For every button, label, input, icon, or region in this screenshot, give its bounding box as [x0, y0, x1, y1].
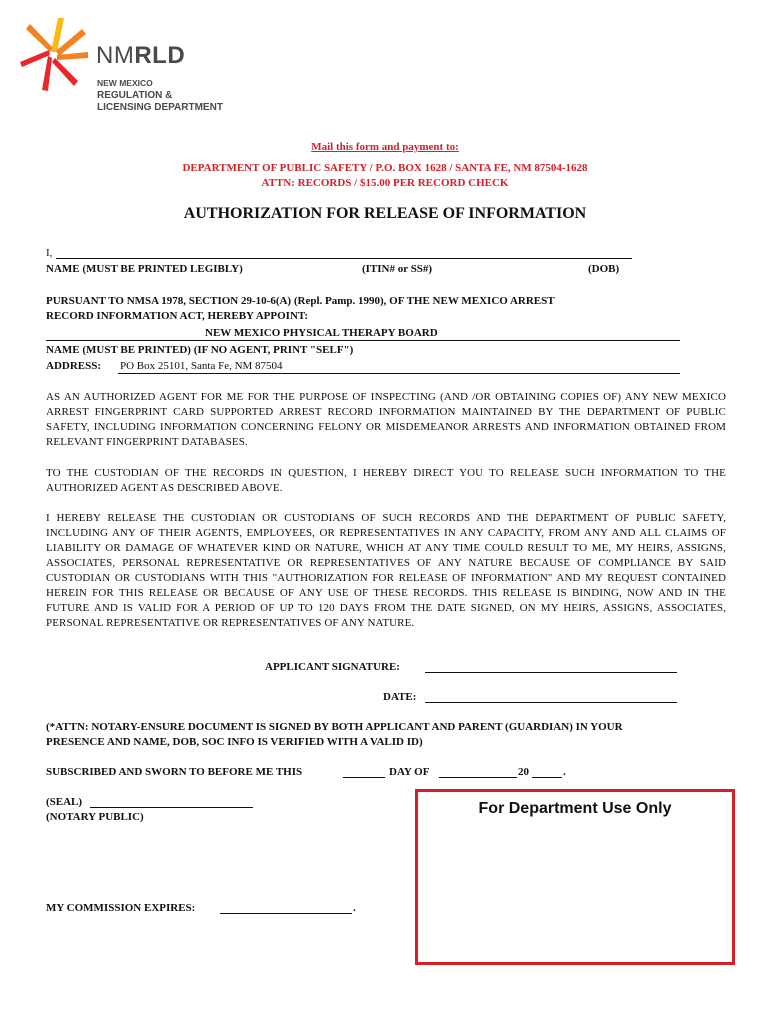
address-label: ADDRESS:: [46, 360, 102, 372]
sworn-year-label: 20: [518, 766, 529, 778]
seal-field[interactable]: [90, 807, 253, 808]
sworn-period: .: [563, 766, 566, 778]
nmrld-star-icon: [18, 14, 96, 94]
mail-attn-line: ATTN: RECORDS / $15.00 PER RECORD CHECK: [261, 177, 509, 189]
logo-sub-line-2: REGULATION &: [97, 90, 173, 101]
paragraph-release: I HEREBY RELEASE THE CUSTODIAN OR CUSTODIANS OF SUCH RECORDS AND THE DEPARTMENT OF PUBLIC SAFETY, INCLUDING ANY OF THEIR AGENTS, EMPLOYEES, OR REPRESENTATIVES IN ANY CAPACITY, FROM ANY AND ALL CLAIMS OF LIABILITY OR DAMAGE OF WHATEVER KIND OR NATURE, WHICH AT ANY TIME COULD RESULT TO ME, MY HEIRS, ASSIGNS, ASSOCIATES, PERSONAL REPRESENTATIVE OR REPRESENTATIVES OF ANY NATURE BECAUSE OF COMPLIANCE BY SAID CUSTODIAN OR CUSTODIANS WITH THIS "AUTHORIZATION FOR RELEASE OF INFORMATION" AND MY REQUEST CONTAINED HEREIN FOR THIS RELEASE OR BECAUSE OF ANY USE OF THESE RECORDS. THIS RELEASE IS BINDING, NOW AND IN THE FUTURE AND IS VALID FOR A PERIOD OF UP TO 120 DAYS FROM THE DATE SIGNED, ON MY HEIRS, ASSIGNS, ASSOCIATES, PERSONAL REPRESENTATIVE OR REPRESENTATIVES OF ANY NATURE.: [46, 512, 726, 629]
paragraph-agent-purpose: AS AN AUTHORIZED AGENT FOR ME FOR THE PURPOSE OF INSPECTING (AND /OR OBTAINING COPIES OF) ANY NEW MEXICO ARREST FINGERPRINT CARD SUPPORTED ARREST RECORD INFORMATION MAINTAINED BY THE DEPARTMENT OF PUBLIC SAFETY, INCLUDING INFORMATION CONCERNING FELONY OR MISDEMEANOR ARRESTS AND INFORMATION OBTAINED FROM RELEVANT FINGERPRINT DATABASES.: [46, 391, 726, 448]
i-prefix: I,: [46, 247, 53, 259]
nmrld-logo: [18, 14, 238, 114]
commission-label: MY COMMISSION EXPIRES:: [46, 902, 196, 914]
pursuant-line-2: RECORD INFORMATION ACT, HEREBY APPOINT:: [46, 310, 309, 322]
agent-name-label: NAME (MUST BE PRINTED) (IF NO AGENT, PRINT "SELF"): [46, 344, 354, 356]
applicant-signature-field[interactable]: [425, 672, 677, 673]
seal-label: (SEAL): [46, 796, 83, 808]
sworn-year-field[interactable]: [532, 777, 562, 778]
logo-word-light: NM: [96, 42, 135, 69]
mail-heading: Mail this form and payment to:: [311, 141, 459, 153]
mail-address-line: DEPARTMENT OF PUBLIC SAFETY / P.O. BOX 1628 / SANTA FE, NM 87504-1628: [182, 162, 588, 174]
label-dob: (DOB): [588, 263, 620, 275]
commission-period: .: [353, 902, 356, 914]
notary-attn-line-2: PRESENCE AND NAME, DOB, SOC INFO IS VERIFIED WITH A VALID ID): [46, 736, 423, 748]
logo-wordmark: [96, 42, 185, 70]
agent-name-field[interactable]: [46, 340, 680, 341]
sworn-day-field[interactable]: [343, 777, 385, 778]
notary-attn-line-1: (*ATTN: NOTARY-ENSURE DOCUMENT IS SIGNED BY BOTH APPLICANT AND PARENT (GUARDIAN) IN YOUR: [46, 721, 623, 733]
sworn-month-field[interactable]: [439, 777, 517, 778]
form-title: AUTHORIZATION FOR RELEASE OF INFORMATION: [183, 205, 587, 222]
logo-sub-line-3: LICENSING DEPARTMENT: [97, 102, 223, 113]
commission-expiry-field[interactable]: [220, 913, 352, 914]
applicant-signature-label: APPLICANT SIGNATURE:: [265, 661, 400, 673]
label-name: NAME (MUST BE PRINTED LEGIBLY): [46, 263, 243, 275]
logo-word-bold: RLD: [134, 42, 186, 69]
address-field[interactable]: [118, 373, 680, 374]
paragraph-custodian-direction: TO THE CUSTODIAN OF THE RECORDS IN QUESTION, I HEREBY DIRECT YOU TO RELEASE SUCH INFORMATION TO THE AUTHORIZED AGENT AS DESCRIBED ABOVE.: [46, 467, 726, 494]
pursuant-line-1: PURSUANT TO NMSA 1978, SECTION 29-10-6(A) (Repl. Pamp. 1990), OF THE NEW MEXICO ARREST: [46, 295, 555, 307]
date-label: DATE:: [383, 691, 417, 703]
applicant-name-field[interactable]: [56, 258, 632, 259]
date-field[interactable]: [425, 702, 677, 703]
address-value: PO Box 25101, Santa Fe, NM 87504: [120, 360, 283, 372]
sworn-label: SUBSCRIBED AND SWORN TO BEFORE ME THIS: [46, 766, 303, 778]
sworn-day-of-label: DAY OF: [389, 766, 430, 778]
label-itin-ss: (ITIN# or SS#): [362, 263, 433, 275]
department-use-label: For Department Use Only: [478, 800, 672, 817]
agent-name-value: NEW MEXICO PHYSICAL THERAPY BOARD: [205, 327, 438, 339]
logo-sub-line-1: NEW MEXICO: [97, 78, 153, 88]
notary-public-label: (NOTARY PUBLIC): [46, 811, 144, 823]
department-use-box: [415, 789, 735, 965]
